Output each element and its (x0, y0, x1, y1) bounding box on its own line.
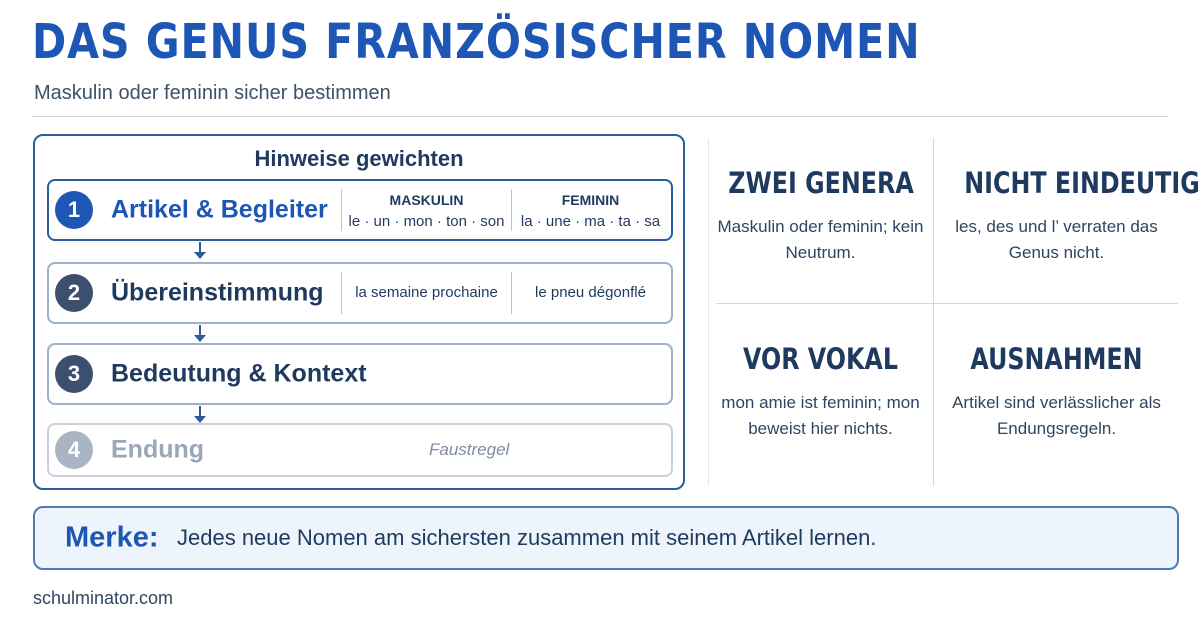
fact-title: NICHT EINDEUTIG (964, 166, 1200, 200)
feminine-articles: la · une · ma · ta · sa (520, 213, 661, 230)
fact-text: Artikel sind verlässlicher als Endungsregeln. (952, 393, 1161, 438)
fact-two-genders (708, 166, 933, 266)
fact-text: Maskulin oder feminin; kein Neutrum. (717, 217, 924, 262)
step-number-badge: 3 (55, 355, 93, 393)
note-box (33, 506, 1179, 570)
step-label: Artikel & Begleiter (111, 195, 328, 224)
example-masculine-text: le pneu dégonflé (535, 284, 646, 301)
step-agreement (47, 262, 673, 324)
grid-divider (716, 303, 1178, 304)
example-masculine (511, 272, 669, 314)
rule-of-thumb-note: Faustregel (429, 440, 510, 459)
masculine-articles: le · un · mon · ton · son (348, 213, 505, 230)
step-number-badge: 4 (55, 431, 93, 469)
fact-title: VOR VOKAL (743, 342, 898, 376)
masculine-heading: MASKULIN (389, 192, 464, 208)
panel-title: Hinweise gewichten (254, 146, 464, 171)
step-number-badge: 2 (55, 274, 93, 312)
example-feminine-text: la semaine prochaine (355, 284, 498, 301)
hints-panel (33, 134, 685, 490)
header-divider (32, 116, 1168, 117)
example-feminine (341, 272, 511, 314)
note-label: Merke: (65, 521, 159, 554)
step-number-badge: 1 (55, 191, 93, 229)
step-label: Bedeutung & Kontext (111, 359, 367, 388)
arrow-down-icon (193, 242, 207, 260)
fact-title: ZWEI GENERA (728, 166, 914, 200)
fact-text: mon amie ist feminin; mon beweist hier nichts. (721, 393, 920, 438)
step-context (47, 343, 673, 405)
grid-divider (933, 138, 934, 486)
source-link[interactable]: schulminator.com (33, 588, 174, 608)
arrow-down-icon (193, 325, 207, 343)
fact-title: AUSNAHMEN (970, 342, 1143, 376)
arrow-down-icon (193, 406, 207, 424)
step-label: Übereinstimmung (111, 278, 324, 307)
fact-not-unambiguous (944, 166, 1200, 266)
fact-text: les, des und l’ verraten das Genus nicht. (955, 217, 1158, 262)
step-ending (47, 423, 673, 477)
page-title: DAS GENUS FRANZÖSISCHER NOMEN (32, 14, 921, 70)
step-label: Endung (111, 435, 205, 464)
feminine-cell (511, 189, 669, 231)
page-subtitle: Maskulin oder feminin sicher bestimmen (34, 82, 391, 104)
note-text: Jedes neue Nomen am sichersten zusammen mit seinem Artikel lernen. (177, 525, 877, 550)
step-articles (47, 179, 673, 241)
masculine-cell (341, 189, 511, 231)
fact-before-vowel (708, 342, 933, 442)
fact-exceptions (944, 342, 1169, 442)
feminine-heading: FEMININ (561, 192, 620, 208)
